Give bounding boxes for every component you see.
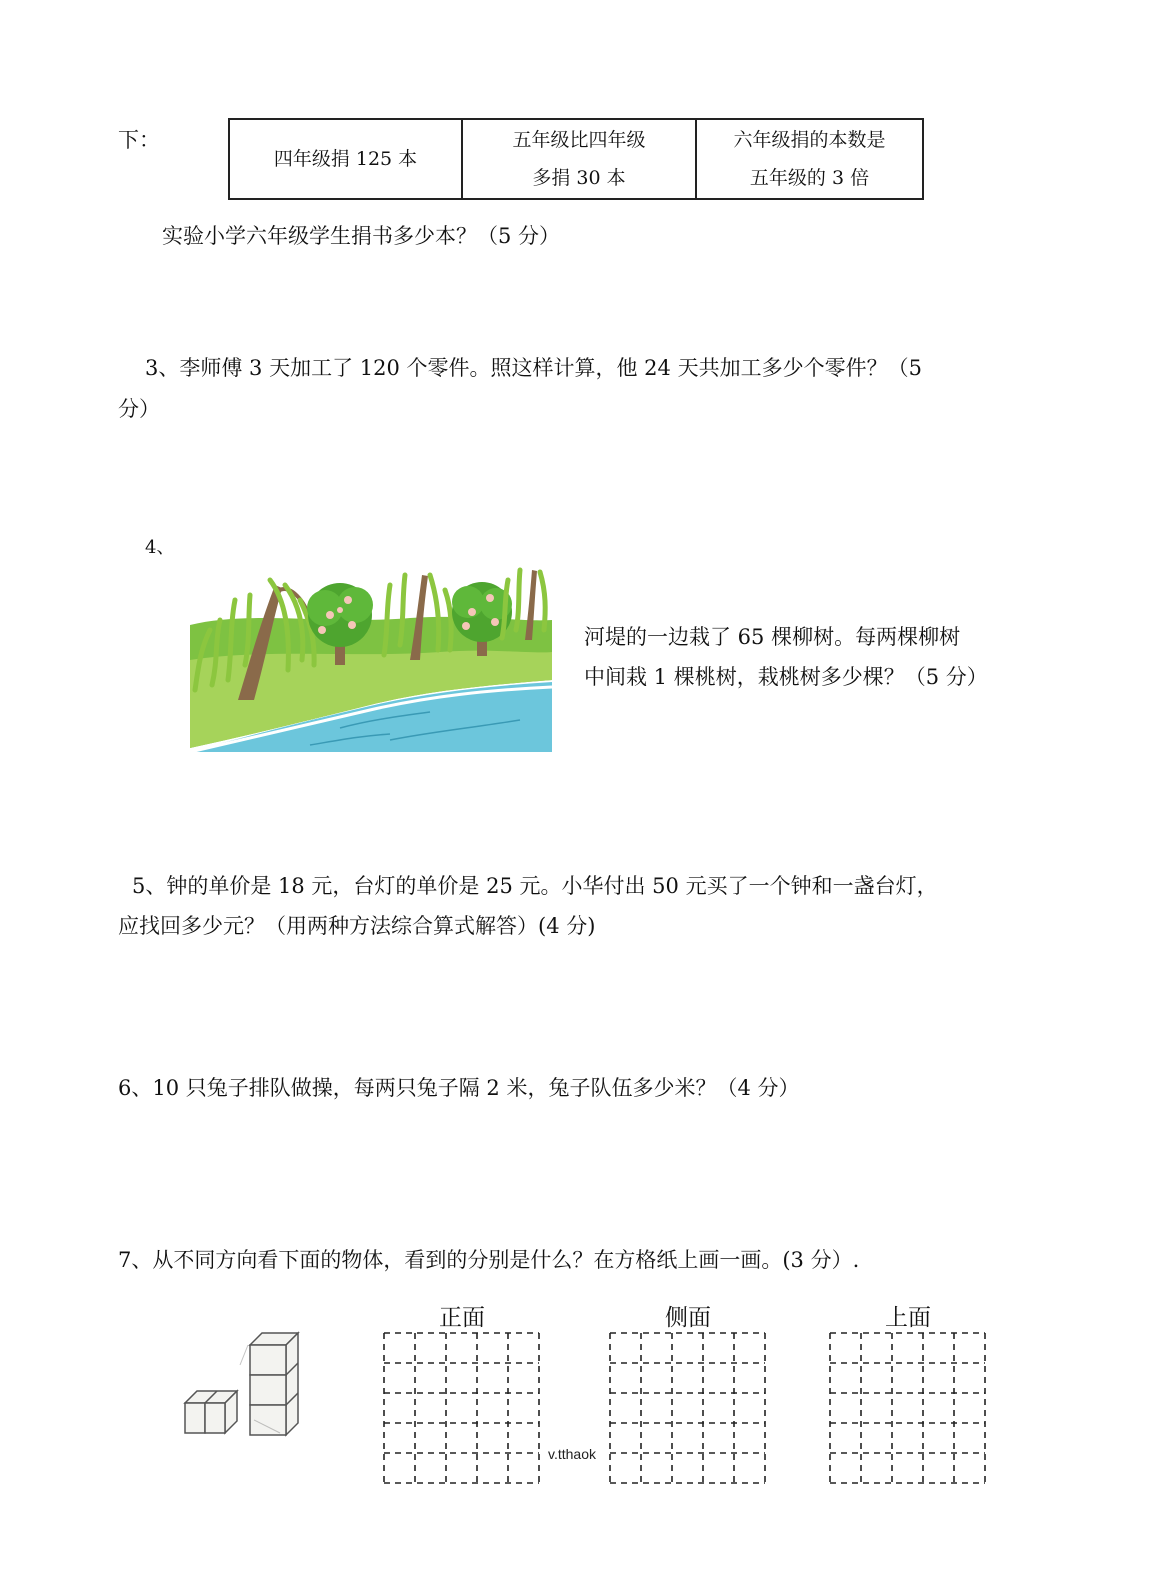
q6-text: 6、10 只兔子排队做操，每两只兔子隔 2 米，兔子队伍多少米？（4 分） [118,1076,800,1100]
q4-text-line2: 中间栽 1 棵桃树，栽桃树多少棵？（5 分） [584,665,988,689]
riverbank-illustration [190,530,552,752]
table-cell-grade6 [696,119,923,199]
q5-text-line2: 应找回多少元？（用两种方法综合算式解答）(4 分) [118,914,596,938]
q3-text-line2: 分） [118,397,160,421]
question-prefix: 下： [118,128,160,152]
cell-line: 五年级比四年级 [512,129,646,151]
grid-title-front: 正面 [439,1305,485,1331]
watermark-text: v.tthaok [548,1446,596,1462]
cell-line: 五年级的 3 倍 [749,167,870,189]
donation-table [228,118,924,200]
q4-number: 4、 [145,537,175,558]
q4-text-line1: 河堤的一边栽了 65 棵柳树。每两棵柳树 [584,625,961,649]
q7-text: 7、从不同方向看下面的物体，看到的分别是什么？在方格纸上画一画。(3 分）. [118,1248,860,1272]
cell-line: 多捐 30 本 [532,167,626,189]
cell-line: 四年级捐 125 本 [273,148,418,170]
cell-line: 六年级捐的本数是 [733,129,886,151]
grid-title-top: 上面 [885,1305,931,1331]
q5-text-line1: 5、钟的单价是 18 元，台灯的单价是 25 元。小华付出 50 元买了一个钟和一盏台灯， [132,874,938,898]
table-cell-grade4 [229,119,462,199]
grid-title-side: 侧面 [665,1305,711,1331]
q2-question: 实验小学六年级学生捐书多少本？（5 分） [162,224,561,248]
q3-text-line1: 3、李师傅 3 天加工了 120 个零件。照这样计算，他 24 天共加工多少个零件？（5 [145,356,922,380]
dashed-grid-front [382,1331,542,1485]
cube-stack-illustration [180,1325,305,1440]
table-cell-grade5 [462,119,696,199]
table-row [229,119,923,199]
dashed-grid-top [828,1331,988,1485]
dashed-grid-side [608,1331,768,1485]
